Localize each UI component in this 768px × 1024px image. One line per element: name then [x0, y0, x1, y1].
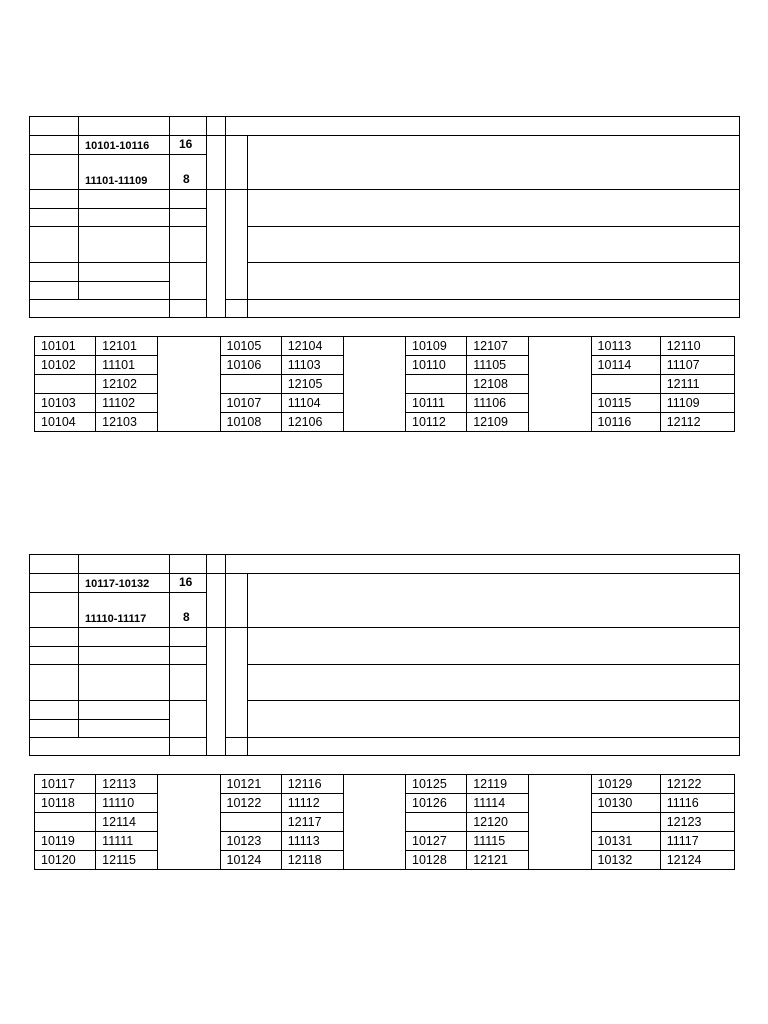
table-cell-code: 12118 — [281, 851, 343, 870]
table-cell-spacer — [343, 337, 405, 432]
table-cell-code: 12117 — [281, 813, 343, 832]
table-cell-id: 10116 — [591, 413, 660, 432]
table-cell-code: 11114 — [467, 794, 529, 813]
table-cell-code: 11110 — [96, 794, 158, 813]
table-cell-code: 11109 — [660, 394, 734, 413]
table-cell-id: 10132 — [591, 851, 660, 870]
table-cell-code: 12116 — [281, 775, 343, 794]
table-cell-id: 10127 — [406, 832, 467, 851]
table-cell-id: 10105 — [220, 337, 281, 356]
table-cell-id: 10130 — [591, 794, 660, 813]
table-cell-id: 10125 — [406, 775, 467, 794]
table-cell-code: 12111 — [660, 375, 734, 394]
table-cell-id: 10121 — [220, 775, 281, 794]
table-cell-id: 10117 — [35, 775, 96, 794]
table-cell-id: 10102 — [35, 356, 96, 375]
table-cell-code: 11105 — [467, 356, 529, 375]
table-row — [35, 337, 735, 356]
table-cell-id: 10112 — [406, 413, 467, 432]
table-cell-code: 12102 — [96, 375, 158, 394]
table-cell-code: 12124 — [660, 851, 734, 870]
table-cell-code: 12122 — [660, 775, 734, 794]
table-cell-spacer — [158, 775, 220, 870]
table-cell-id — [591, 375, 660, 394]
table-cell-id: 10122 — [220, 794, 281, 813]
table-cell-code: 12101 — [96, 337, 158, 356]
table-cell-code: 12112 — [660, 413, 734, 432]
table-cell-id — [591, 813, 660, 832]
range-label-primary: 10117-10132 — [85, 578, 150, 590]
table-cell-id: 10109 — [406, 337, 467, 356]
table-cell-code: 11113 — [281, 832, 343, 851]
table-cell-code: 12105 — [281, 375, 343, 394]
table-cell-id: 10115 — [591, 394, 660, 413]
table-cell-code: 11112 — [281, 794, 343, 813]
table-cell-id: 10108 — [220, 413, 281, 432]
header-table-2 — [29, 554, 740, 756]
table-cell-code: 12108 — [467, 375, 529, 394]
table-cell-id: 10104 — [35, 413, 96, 432]
table-cell-id: 10110 — [406, 356, 467, 375]
table-cell-code: 11103 — [281, 356, 343, 375]
table-cell-code: 12119 — [467, 775, 529, 794]
table-cell-code: 11106 — [467, 394, 529, 413]
table-cell-code: 12113 — [96, 775, 158, 794]
table-cell-id: 10129 — [591, 775, 660, 794]
table-cell-id — [406, 813, 467, 832]
table-cell-spacer — [343, 775, 405, 870]
table-cell-id: 10120 — [35, 851, 96, 870]
table-cell-code: 12109 — [467, 413, 529, 432]
header-table-1 — [29, 116, 740, 318]
table-cell-id: 10107 — [220, 394, 281, 413]
table-row — [35, 775, 735, 794]
data-grid-1 — [34, 336, 735, 432]
table-cell-id: 10126 — [406, 794, 467, 813]
table-cell-id: 10111 — [406, 394, 467, 413]
table-cell-code: 12120 — [467, 813, 529, 832]
table-cell-code: 12103 — [96, 413, 158, 432]
table-cell-id: 10128 — [406, 851, 467, 870]
count-primary: 16 — [179, 575, 193, 589]
table-cell-spacer — [529, 337, 591, 432]
table-cell-id — [406, 375, 467, 394]
table-cell-id: 10131 — [591, 832, 660, 851]
table-cell-code: 12114 — [96, 813, 158, 832]
range-label-secondary: 11110-11117 — [85, 613, 147, 625]
data-grid-2 — [34, 774, 735, 870]
table-cell-id — [35, 813, 96, 832]
table-cell-id: 10118 — [35, 794, 96, 813]
table-cell-code: 12121 — [467, 851, 529, 870]
table-cell-id — [220, 375, 281, 394]
count-secondary: 8 — [183, 610, 190, 624]
table-cell-id — [35, 375, 96, 394]
table-cell-id: 10114 — [591, 356, 660, 375]
table-cell-id: 10124 — [220, 851, 281, 870]
count-secondary: 8 — [183, 172, 190, 186]
table-cell-code: 12115 — [96, 851, 158, 870]
table-cell-code: 12106 — [281, 413, 343, 432]
table-cell-code: 12107 — [467, 337, 529, 356]
table-cell-code: 11107 — [660, 356, 734, 375]
table-cell-code: 12123 — [660, 813, 734, 832]
table-cell-code: 11115 — [467, 832, 529, 851]
table-cell-code: 11101 — [96, 356, 158, 375]
table-cell-code: 11116 — [660, 794, 734, 813]
table-cell-code: 11102 — [96, 394, 158, 413]
range-label-primary: 10101-10116 — [85, 140, 150, 152]
table-cell-code: 12110 — [660, 337, 734, 356]
range-label-secondary: 11101-11109 — [85, 175, 148, 187]
table-cell-spacer — [158, 337, 220, 432]
table-cell-code: 12104 — [281, 337, 343, 356]
table-cell-id: 10106 — [220, 356, 281, 375]
table-cell-id: 10119 — [35, 832, 96, 851]
table-cell-id: 10123 — [220, 832, 281, 851]
count-primary: 16 — [179, 137, 193, 151]
table-cell-id: 10101 — [35, 337, 96, 356]
table-cell-id: 10113 — [591, 337, 660, 356]
table-cell-code: 11104 — [281, 394, 343, 413]
table-cell-id — [220, 813, 281, 832]
table-cell-spacer — [529, 775, 591, 870]
table-cell-code: 11117 — [660, 832, 734, 851]
table-cell-id: 10103 — [35, 394, 96, 413]
table-cell-code: 11111 — [96, 832, 158, 851]
